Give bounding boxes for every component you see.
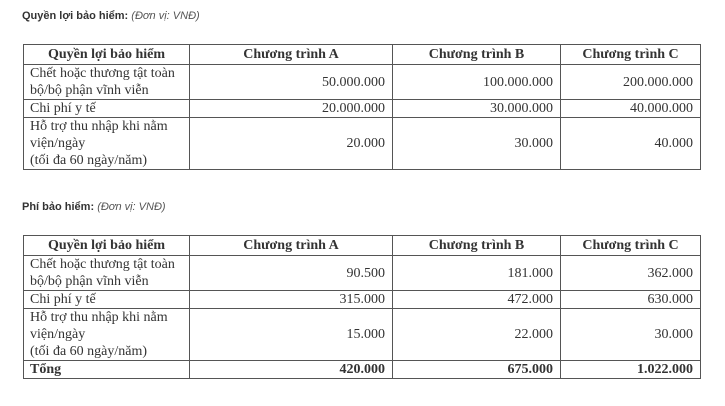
benefits-unit-note: (Đơn vị: VNĐ) xyxy=(131,10,200,22)
row-label: Hỗ trợ thu nhập khi nằm viện/ngày (tối đa 60 ngày/năm) xyxy=(24,118,190,170)
cell-value: 20.000.000 xyxy=(190,100,393,118)
cell-value: 15.000 xyxy=(190,309,393,361)
column-header: Chương trình A xyxy=(190,45,393,65)
row-label: Chết hoặc thương tật toàn bộ/bộ phận vĩnh viễn xyxy=(24,256,190,291)
column-header: Chương trình B xyxy=(393,45,561,65)
table-row xyxy=(24,256,701,291)
cell-value: 90.500 xyxy=(190,256,393,291)
cell-value: 40.000 xyxy=(561,118,701,170)
total-value: 675.000 xyxy=(393,361,561,379)
cell-value: 30.000 xyxy=(393,118,561,170)
cell-value: 20.000 xyxy=(190,118,393,170)
table-row xyxy=(24,291,701,309)
column-header: Chương trình C xyxy=(561,45,701,65)
benefits-table xyxy=(23,44,701,170)
table-header-row xyxy=(24,236,701,256)
cell-value: 40.000.000 xyxy=(561,100,701,118)
table-header-row xyxy=(24,45,701,65)
cell-value: 30.000.000 xyxy=(393,100,561,118)
row-label: Chi phí y tế xyxy=(24,291,190,309)
premium-section-title xyxy=(22,201,166,213)
cell-value: 630.000 xyxy=(561,291,701,309)
premium-title-label: Phí bảo hiểm: xyxy=(22,201,95,213)
row-label: Chi phí y tế xyxy=(24,100,190,118)
table-row xyxy=(24,309,701,361)
row-label: Chết hoặc thương tật toàn bộ/bộ phận vĩnh viễn xyxy=(24,65,190,100)
cell-value: 100.000.000 xyxy=(393,65,561,100)
column-header: Chương trình B xyxy=(393,236,561,256)
total-row xyxy=(24,361,701,379)
cell-value: 362.000 xyxy=(561,256,701,291)
row-label: Hỗ trợ thu nhập khi nằm viện/ngày (tối đa 60 ngày/năm) xyxy=(24,309,190,361)
cell-value: 30.000 xyxy=(561,309,701,361)
table-row xyxy=(24,65,701,100)
benefits-section-title xyxy=(22,10,200,22)
column-header: Chương trình C xyxy=(561,236,701,256)
column-header: Chương trình A xyxy=(190,236,393,256)
total-value: 420.000 xyxy=(190,361,393,379)
table-row xyxy=(24,118,701,170)
cell-value: 22.000 xyxy=(393,309,561,361)
premium-unit-note: (Đơn vị: VNĐ) xyxy=(97,201,166,213)
cell-value: 200.000.000 xyxy=(561,65,701,100)
premium-table xyxy=(23,235,701,379)
total-label: Tổng xyxy=(24,361,190,379)
cell-value: 315.000 xyxy=(190,291,393,309)
benefits-title-label: Quyền lợi bảo hiểm: xyxy=(22,10,129,22)
column-header: Quyền lợi bảo hiểm xyxy=(24,236,190,256)
total-value: 1.022.000 xyxy=(561,361,701,379)
table-row xyxy=(24,100,701,118)
cell-value: 472.000 xyxy=(393,291,561,309)
cell-value: 50.000.000 xyxy=(190,65,393,100)
column-header: Quyền lợi bảo hiểm xyxy=(24,45,190,65)
cell-value: 181.000 xyxy=(393,256,561,291)
